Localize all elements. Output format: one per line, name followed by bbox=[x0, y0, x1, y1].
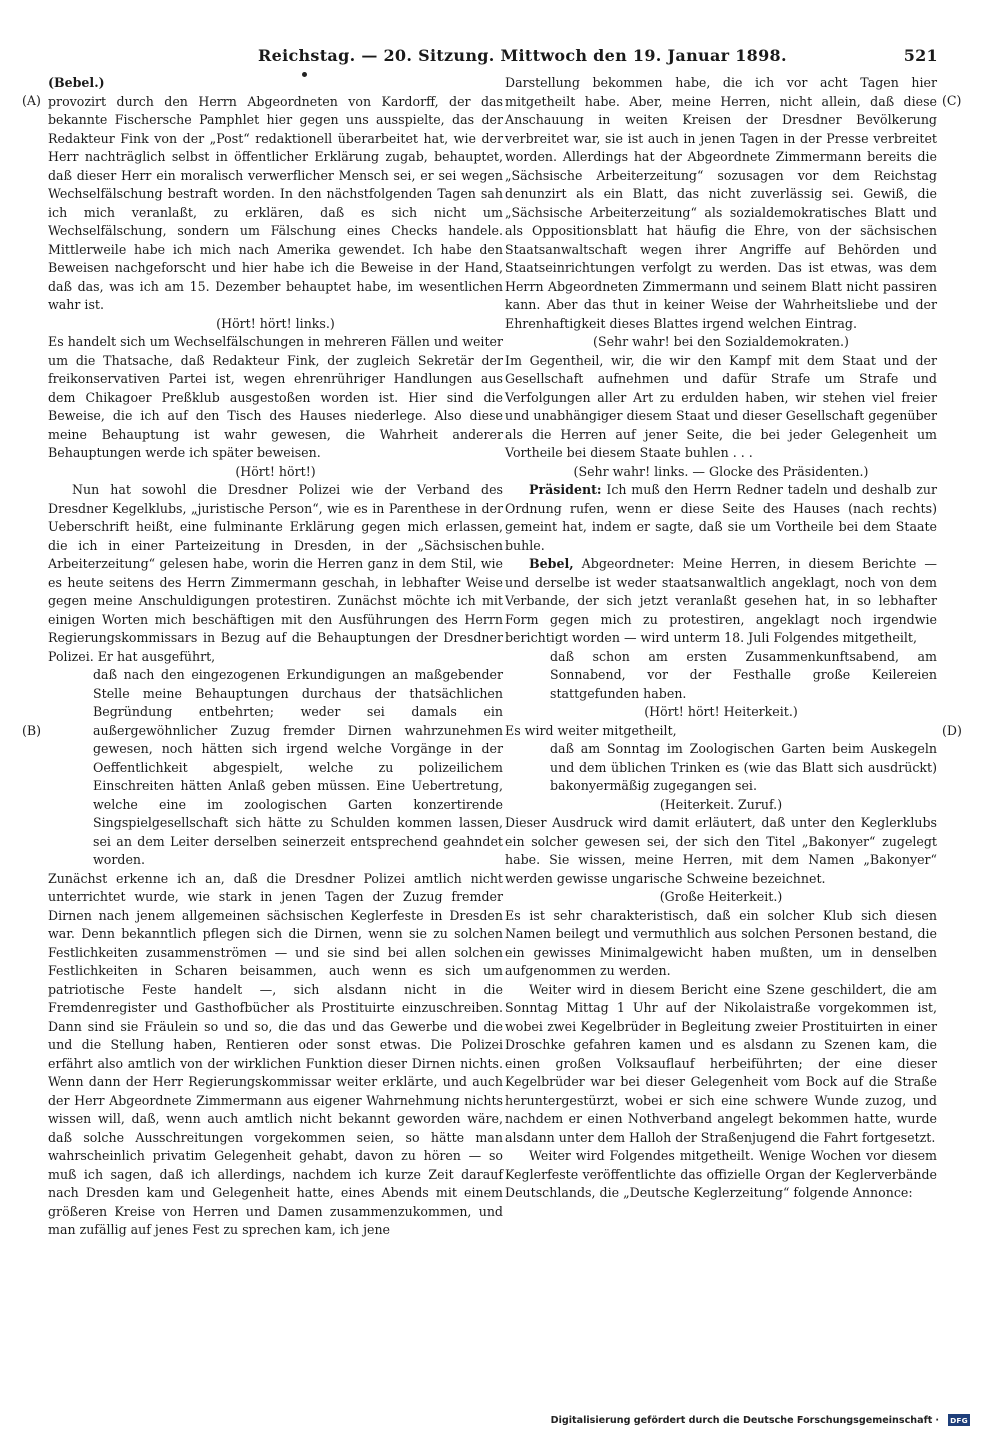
margin-marker-b: (B) bbox=[22, 723, 42, 738]
speech-text: Ich muß den Herrn Redner tadeln und deshalb zur Ordnung rufen, wenn er diese Seite des Hauses (nach rechts) gemeint hat, indem er sagte, daß sie um Vortheile bei dem Staate buhle. bbox=[505, 482, 937, 553]
interjection: (Sehr wahr! links. — Glocke des Präsidenten.) bbox=[573, 463, 869, 479]
interjection: (Sehr wahr! bei den Sozialdemokraten.) bbox=[593, 334, 849, 349]
speaker-name: Präsident: bbox=[529, 482, 602, 497]
dfg-logo: DFG bbox=[948, 1414, 970, 1426]
running-head-title: Reichstag. — 20. Sitzung. Mittwoch den 19. Januar 1898. bbox=[258, 46, 787, 65]
interjection: (Heiterkeit. Zuruf.) bbox=[659, 796, 783, 812]
speech-paragraph bbox=[505, 555, 937, 648]
interjection: (Große Heiterkeit.) bbox=[659, 889, 783, 904]
page-number: 521 bbox=[903, 46, 938, 65]
margin-marker-a: (A) bbox=[22, 93, 41, 108]
running-header bbox=[258, 46, 938, 68]
digitization-credit bbox=[551, 1412, 970, 1428]
interjection: (Hört! hört!) bbox=[235, 463, 316, 479]
paragraph: Weiter wird Folgendes mitgetheilt. Wenige Wochen vor diesem Keglerfeste veröffentlichte das offizielle Organ der Keglerverbände Deutschlands, die „Deutsche Keglerzeitung“ folgende Annonce: bbox=[505, 1148, 937, 1200]
paragraph: Es wird weiter mitgetheilt, bbox=[505, 722, 677, 738]
speech-text: Abgeordneter: Meine Herren, in diesem Berichte — und derselbe ist weder staatsanwaltlich angeklagt, noch von dem Verbande, der sich jetzt veranlaßt gesehen hat, in so lebhafter Form gegen mich zu protestiren, angeklagt noch irgendwie berichtigt worden — wird unterm 18. Juli Folgendes mitgetheilt, bbox=[505, 556, 937, 645]
paragraph: Nun hat sowohl die Dresdner Polizei wie der Verband des Dresdner Kegelklubs, „juristische Person“, wie es in Parenthese in der Ueberschrift heißt, eine fulminante Erklärung gegen mich erlassen, die ich in einer Parteizeitung in Dresden, in der „Sächsischen Arbeiterzeitung“ gelesen habe, worin die Herren ganz in dem Stil, wie es heute seitens des Herrn Zimmermann geschah, in lebhafter Weise gegen meine Anschuldigungen protestiren. Zunächst möchte ich mit einigen Worten mich beschäftigen mit den Ausführungen des Herrn Regierungskommissars in Bezug auf die Behauptungen der Dresdner Polizei. Er hat ausgeführt, bbox=[48, 482, 503, 664]
interjection: (Hört! hört! links.) bbox=[216, 315, 335, 331]
paragraph: Im Gegentheil, wir, die wir den Kampf mit dem Staat und der Gesellschaft aufnehmen und dafür Strafe um Strafe und Verfolgungen aller Art zu erdulden haben, wir stehen viel freier und unabhängiger diesem Staat und dieser Gesellschaft gegenüber als die Herren auf jener Seite, die bei jeder Gelegenheit um Vortheile bei diesem Staate buhlen . . . bbox=[505, 352, 937, 460]
credit-separator: · bbox=[935, 1414, 939, 1426]
paragraph: Es handelt sich um Wechselfälschungen in mehreren Fällen und weiter um die Thatsache, daß Redakteur Fink, der zugleich Sekretär der freikonservativen Partei ist, wegen ehrenrühriger Handlungen aus dem Chikagoer Preßklub ausgestoßen worden ist. Hier sind die Beweise, die ich auf den Tisch des Hauses niederlege. Also diese meine Behauptung ist wahr gewesen, die Wahrheit anderer Behauptungen werde ich später beweisen. bbox=[48, 334, 503, 460]
speaker-name: Bebel, bbox=[529, 556, 574, 571]
quoted-passage: daß am Sonntag im Zoologischen Garten beim Auskegeln und dem üblichen Trinken es (wie das Blatt sich ausdrückt) bakonyermäßig zugegangen sei. bbox=[550, 741, 937, 793]
credit-text: Digitalisierung gefördert durch die Deutsche Forschungsgemeinschaft bbox=[550, 1414, 933, 1426]
margin-marker-d: (D) bbox=[942, 723, 962, 738]
quoted-passage: daß schon am ersten Zusammenkunftsabend, am Sonnabend, vor der Festhalle große Keilereien stattgefunden haben. bbox=[550, 648, 937, 701]
paragraph: Zunächst erkenne ich an, daß die Dresdner Polizei amtlich nicht unterrichtet wurde, wie stark in jenen Tagen der Zuzug fremder Dirnen nach jenem allgemeinen sächsischen Keglerfeste in Dresden war. Denn bekanntlich pflegen sich die Dirnen, wenn sie zu solchen Festlichkeiten zusammenströmen — und sie sind bei allen solchen Festlichkeiten in Scharen beisammen, auch wenn es sich um patriotische Feste handelt —, sich alsdann nicht in die Fremdenregister und Gasthofbücher als Prostituirte einzuschreiben. Dann sind sie Fräulein so und so, die das und das Gewerbe und die und die Stellung haben, Rentieren oder sonst etwas. Die Polizei erfährt also amtlich von der wirklichen Funktion dieser Dirnen nichts. Wenn dann der Herr Regierungskommissar weiter erklärte, und auch der Herr Abgeordnete Zimmermann aus eigener Wahrnehmung nichts wissen will, daß, wenn auch amtlich nicht bekannt geworden wäre, daß solche Ausschreitungen vorgekommen seien, so hätte man wahrscheinlich privatim Gelegenheit gehabt, davon zu hören — so muß ich sagen, daß ich allerdings, nachdem ich kurze Zeit darauf nach Dresden kam und Gelegenheit hatte, eines Abends mit einem größeren Kreise von Herren und Damen zusammenzukommen, und man zufällig auf jenes Fest zu sprechen kam, ich jene bbox=[48, 870, 503, 1237]
paragraph: Darstellung bekommen habe, die ich vor acht Tagen hier mitgetheilt habe. Aber, meine Herren, nicht allein, daß diese Anschauung in weiten Kreisen der Dresdner Bevölkerung verbreitet war, sie ist auch in jenen Tagen in der Presse verbreitet worden. Allerdings hat der Abgeordnete Zimmermann bereits die „Sächsische Arbeiterzeitung“ sozusagen vor dem Reichstag denunzirt als ein Blatt, das nicht zuverlässig sei. Gewiß, die „Sächsische Arbeiterzeitung“ als sozialdemokratisches Blatt und als Oppositionsblatt hat häufig die Ehre, von der sächsischen Staatsanwaltschaft wegen ihrer Angriffe auf Behörden und Staatseinrichtungen verfolgt zu werden. Das ist etwas, was dem Herrn Abgeordneten Zimmermann und seinem Blatt nicht passiren kann. Aber das thut in keiner Weise der Wahrheitsliebe und der Ehrenhaftigkeit dieses Blattes irgend welchen Eintrag. bbox=[505, 75, 937, 331]
speaker-label: (Bebel.) bbox=[48, 75, 105, 90]
margin-marker-c: (C) bbox=[942, 93, 962, 108]
quoted-passage: daß nach den eingezogenen Erkundigungen an maßgebender Stelle meine Behauptungen durchaus der thatsächlichen Begründung entbehrten; weder sei damals ein außergewöhnlicher Zuzug fremder Dirnen wahrzunehmen gewesen, noch hätten sich irgend welche Vorgänge in der Oeffentlichkeit abgespielt, welche zu polizeilichem Einschreiten hätten Anlaß geben müssen. Eine Uebertretung, welche eine im zoologischen Garten konzertirende Singspielgesellschaft sich hätte zu Schulden kommen lassen, sei an dem Leiter derselben seinerzeit entsprechend geahndet worden. bbox=[93, 667, 503, 867]
paragraph: Dieser Ausdruck wird damit erläutert, daß unter den Keglerklubs ein solcher gewesen sei, der sich den Titel „Bakonyer“ zugelegt habe. Sie wissen, meine Herren, mit dem Namen „Bakonyer“ werden gewisse ungarische Schweine bezeichnet. bbox=[505, 815, 937, 886]
paragraph: Es ist sehr charakteristisch, daß ein solcher Klub sich diesen Namen beilegt und vermuthlich aus solchen Personen bestand, die ein gewisses Minimalgewicht haben mußten, um in denselben aufgenommen zu werden. bbox=[505, 907, 937, 978]
paragraph: Weiter wird in diesem Bericht eine Szene geschildert, die am Sonntag Mittag 1 Uhr auf der Nikolaistraße vorgekommen ist, wobei zwei Kegelbrüder in Begleitung zweier Prostituirten in einer Droschke gefahren kamen und es alsdann zu Szenen kam, die einen großen Volksauflauf herbeiführten; der eine dieser Kegelbrüder war bei dieser Gelegenheit vom Bock auf die Straße heruntergestürzt, wobei er sich eine schwere Wunde zuzog, und nachdem er einen Nothverband angelegt bekommen hatte, wurde alsdann unter dem Halloh der Straßenjugend die Fahrt fortgesetzt. bbox=[505, 981, 937, 1145]
speech-paragraph bbox=[505, 481, 937, 555]
right-column bbox=[505, 74, 937, 1203]
left-column bbox=[48, 74, 503, 1240]
paragraph: provozirt durch den Herrn Abgeordneten von Kardorff, der das bekannte Fischersche Pamphlet hier gegen uns ausspielte, das der Redakteur Fink von der „Post“ redaktionell überarbeitet hat, wie der Herr nachträglich selbst in öffentlicher Erklärung zugab, behauptet, daß dieser Herr ein moralisch verwerflicher Mensch sei, er sei wegen Wechselfälschung bestraft worden. In den nächstfolgenden Tagen sah ich mich veranlaßt, zu erklären, daß es sich nicht um Wechselfälschung, sondern um Fälschung eines Checks handele. Mittlerweile habe ich mich nach Amerika gewendet. Ich habe den Beweisen nachgeforscht und hier habe ich die Beweise in der Hand, daß das, was ich am 15. Dezember behauptet habe, im wesentlichen wahr ist. bbox=[48, 93, 503, 312]
interjection: (Hört! hört! Heiterkeit.) bbox=[644, 704, 798, 719]
